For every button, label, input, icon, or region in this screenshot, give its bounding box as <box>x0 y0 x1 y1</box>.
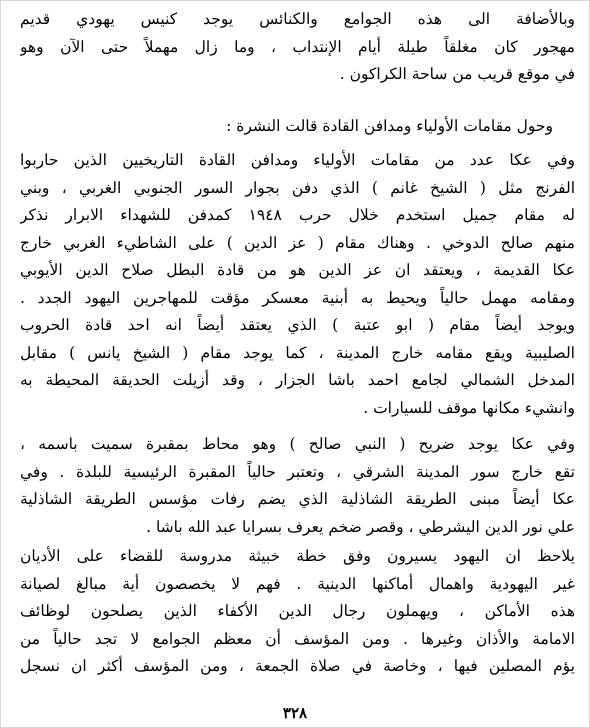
text-line: يلاحظ ان اليهود يسيرون وفق خطة خبيثة مدروسة للقضاء على الأديان <box>20 547 575 565</box>
text-line: وحول مقامات الأولياء ومدافن القادة قالت النشرة : <box>226 117 553 135</box>
paragraph-shrines <box>20 147 575 422</box>
document-page <box>20 0 575 728</box>
text-line: هذه الأماكن ، ويهملون رجال الدين الأكفاء الذين يصلحون لوظائف <box>20 602 575 620</box>
text-line: المدخل الشمالي لجامع احمد باشا الجزار ، وقد أزيلت الحديقة المحيطة به <box>20 371 575 389</box>
text-line: عكا القديمة ، ويعتقد ان عز الدين هو من قادة البطل صلاح الدين الأيوبي <box>20 261 575 279</box>
text-line: وفي عكا عدد من مقامات الأولياء ومدافن القادة التاريخيين الذين حاربوا <box>20 151 575 169</box>
paragraph-tomb <box>20 431 575 541</box>
text-line: وانشيء مكانها موقف للسيارات . <box>363 398 575 417</box>
text-line: له مقام جميل استخدم خلال حرب ١٩٤٨ كمدفن للشهداء الابرار نذكر <box>20 206 575 224</box>
text-line: الامامة والأذان وغيرها . ومن المؤسف أن معظم الجوامع لا تجد حالياً من <box>20 629 575 648</box>
text-line: الصليبية ويقع مقامه خارج المدينة ، كما يوجد مقام ( الشيخ يانس ) مقابل <box>20 343 575 362</box>
page-number: ٣٢٨ <box>282 704 308 722</box>
text-line: غير اليهودية واهمال أماكنها الدينية . فهم لا يخصصون أية مبالغ لصيانة <box>20 574 575 593</box>
text-line: الفرنج مثل ( الشيخ غانم ) الذي دفن بجوار السور الجنوبي الغربي ، وبني <box>20 178 575 197</box>
text-line: وفي عكا يوجد ضريح ( النبي صالح ) وهو محاط بمقبرة سميت باسمه ، <box>20 435 575 453</box>
text-line: مهجور كان مغلقاً طيلة أيام الإنتداب ، وما زال مهملاً حتى الآن وهو <box>20 37 575 56</box>
text-line: تقع خارج سور المدينة الشرقي ، وتعتبر حالياً المقبرة الرئيسية للبلدة . وفي <box>20 462 575 481</box>
text-line: عكا أيضاً مبنى الطريقة الشاذلية الذي يضم رفات مؤسس الطريقة الشاذلية <box>20 490 575 508</box>
text-line: وبالأضافة الى هذه الجوامع والكنائس يوجد كنيس يهودي قديم <box>20 10 575 28</box>
text-line: منهم صالح الدوخي . وهناك مقام ( عز الدين ) على الشاطيء الغربي خارج <box>20 233 575 252</box>
text-line: علي نور الدين اليشرطي ، وقصر ضخم يعرف بسرايا عبد الله باشا . <box>146 517 575 536</box>
text-line: ويوجد أيضاً مقام ( ابو عتبة ) الذي يعتقد أيضاً انه احد قادة الحروب <box>20 316 575 334</box>
text-line: في موقع قريب من ساحة الكراكون . <box>339 65 575 83</box>
paragraph-intro-heading <box>20 113 575 141</box>
text-line: ومقامه مهمل حالياً ويحيط به أبنية معسكر مؤقت للمهاجرين اليهود الجدد . <box>20 288 575 307</box>
paragraph-synagogue <box>20 6 575 89</box>
text-line: يؤم المصلين فيها ، وخاصة في صلاة الجمعة ، ومن المؤسف أكثر ان نسجل <box>20 657 575 675</box>
paragraph-observation <box>20 543 575 681</box>
